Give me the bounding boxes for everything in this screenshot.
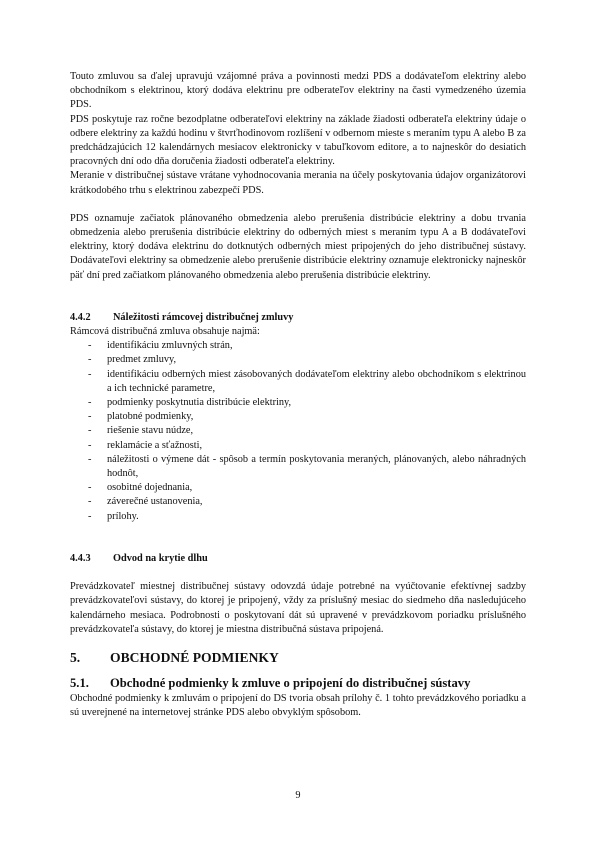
spacer — [70, 667, 526, 675]
spacer — [70, 198, 526, 212]
heading-title: Obchodné podmienky k zmluve o pripojení do distribučnej sústavy — [110, 675, 471, 690]
heading-title: Odvod na krytie dlhu — [113, 552, 208, 564]
paragraph-measurement: Meranie v distribučnej sústave vrátane vyhodnocovania merania na účely poskytovania údajov organizátorovi krátkodobého trhu s elektrinou zabezpečí PDS. — [70, 170, 526, 196]
list-item: - náležitosti o výmene dát - spôsob a termín poskytovania meraných, plánovaných, alebo náhradných hodnôt, — [88, 453, 526, 480]
spacer — [70, 283, 526, 311]
list-item: - identifikáciu odberných miest zásobovaných dodávateľom elektriny alebo obchodníkom s elektrinou a ich technické parametre, — [88, 368, 526, 394]
list-item: - prílohy. — [88, 510, 139, 522]
list-item: - predmet zmluvy, — [88, 354, 177, 366]
list-item: - platobné podmienky, — [88, 411, 194, 423]
spacer — [70, 637, 526, 649]
heading-number: 5.1. — [70, 675, 89, 690]
page-number: 9 — [295, 790, 301, 801]
heading-title: Náležitosti rámcovej distribučnej zmluvy — [113, 311, 294, 323]
contract-items-list — [70, 339, 526, 524]
spacer — [70, 524, 526, 552]
heading-number: 5. — [70, 649, 81, 665]
heading-number: 4.4.2 — [70, 311, 91, 323]
paragraph-commercial-terms: Obchodné podmienky k zmluvám o pripojení do DS tvoria obsah prílohy č. 1 tohto prevádzkového poriadku a sú uverejnené na internetovej stránke PDS alebo obvyklým spôsobom. — [70, 692, 526, 719]
heading-4-4-3 — [70, 552, 526, 566]
paragraph-debt-levy: Prevádzkovateľ miestnej distribučnej sústavy odovzdá údaje potrebné na vyúčtovanie efektívnej sadzby prevádzkovateľovi sústavy, do ktorej je pripojený, vždy za príslušný mesiac do siedmeho dňa nasledujúceho kalendárneho mesiaca. Podrobnosti o poskytovaní dát sú upravené v prevádzkovom poriadku príslušného prevádzkovateľa sústavy, do ktorej je miestna distribučná sústava pripojená. — [70, 581, 526, 635]
list-item: - riešenie stavu núdze, — [88, 425, 194, 437]
heading-5 — [70, 649, 526, 667]
paragraph-rights: Touto zmluvou sa ďalej upravujú vzájomné práva a povinnosti medzi PDS a dodávateľom elektriny alebo obchodníkom s elektrinou, ktorý dodáva elektrinu pre odberateľov elektriny na časti vymedzeného územia PDS. — [70, 71, 526, 111]
list-item: - podmienky poskytnutia distribúcie elektriny, — [88, 397, 292, 409]
spacer — [70, 566, 526, 580]
heading-number: 4.4.3 — [70, 552, 91, 564]
list-item: - identifikáciu zmluvných strán, — [88, 340, 233, 352]
list-item: - osobitné dojednania, — [88, 482, 193, 494]
paragraph-interruption: PDS oznamuje začiatok plánovaného obmedzenia alebo prerušenia distribúcie elektriny a dobu trvania obmedzenia alebo prerušenia distribúcie elektriny do odberných miest s meraním typu A a B dodávateľovi elektriny, ktorý dodáva elektrinu do dotknutých odberných miest pripojených do jeho distribučnej sústavy. Dodávateľovi elektriny sa obmedzenie alebo prerušenie distribúcie elektriny oznamuje elektronicky najneskôr päť dní pred začiatkom plánovaného obmedzenia alebo prerušenia distribúcie elektriny. — [70, 212, 526, 281]
heading-4-4-2 — [70, 311, 526, 325]
list-lead: Rámcová distribučná zmluva obsahuje najmä: — [70, 326, 260, 338]
list-item: - záverečné ustanovenia, — [88, 496, 203, 508]
paragraph-data-provision: PDS poskytuje raz ročne bezodplatne odberateľovi elektriny na základe žiadosti odberateľa elektriny údaje o odbere elektriny za každú hodinu v štvrťhodinovom rozlíšení v odbernom mieste s meraním typu A alebo B za predchádzajúcich 12 kalendárnych mesiacov elektronicky v tabuľkovom editore, a to najneskôr do desiatich pracovných dní odo dňa doručenia žiadosti odberateľa elektriny. — [70, 113, 526, 168]
heading-title: OBCHODNÉ PODMIENKY — [110, 649, 279, 665]
page-body — [70, 70, 526, 720]
list-item: - reklamácie a sťažnosti, — [88, 439, 203, 451]
heading-5-1 — [70, 675, 526, 692]
